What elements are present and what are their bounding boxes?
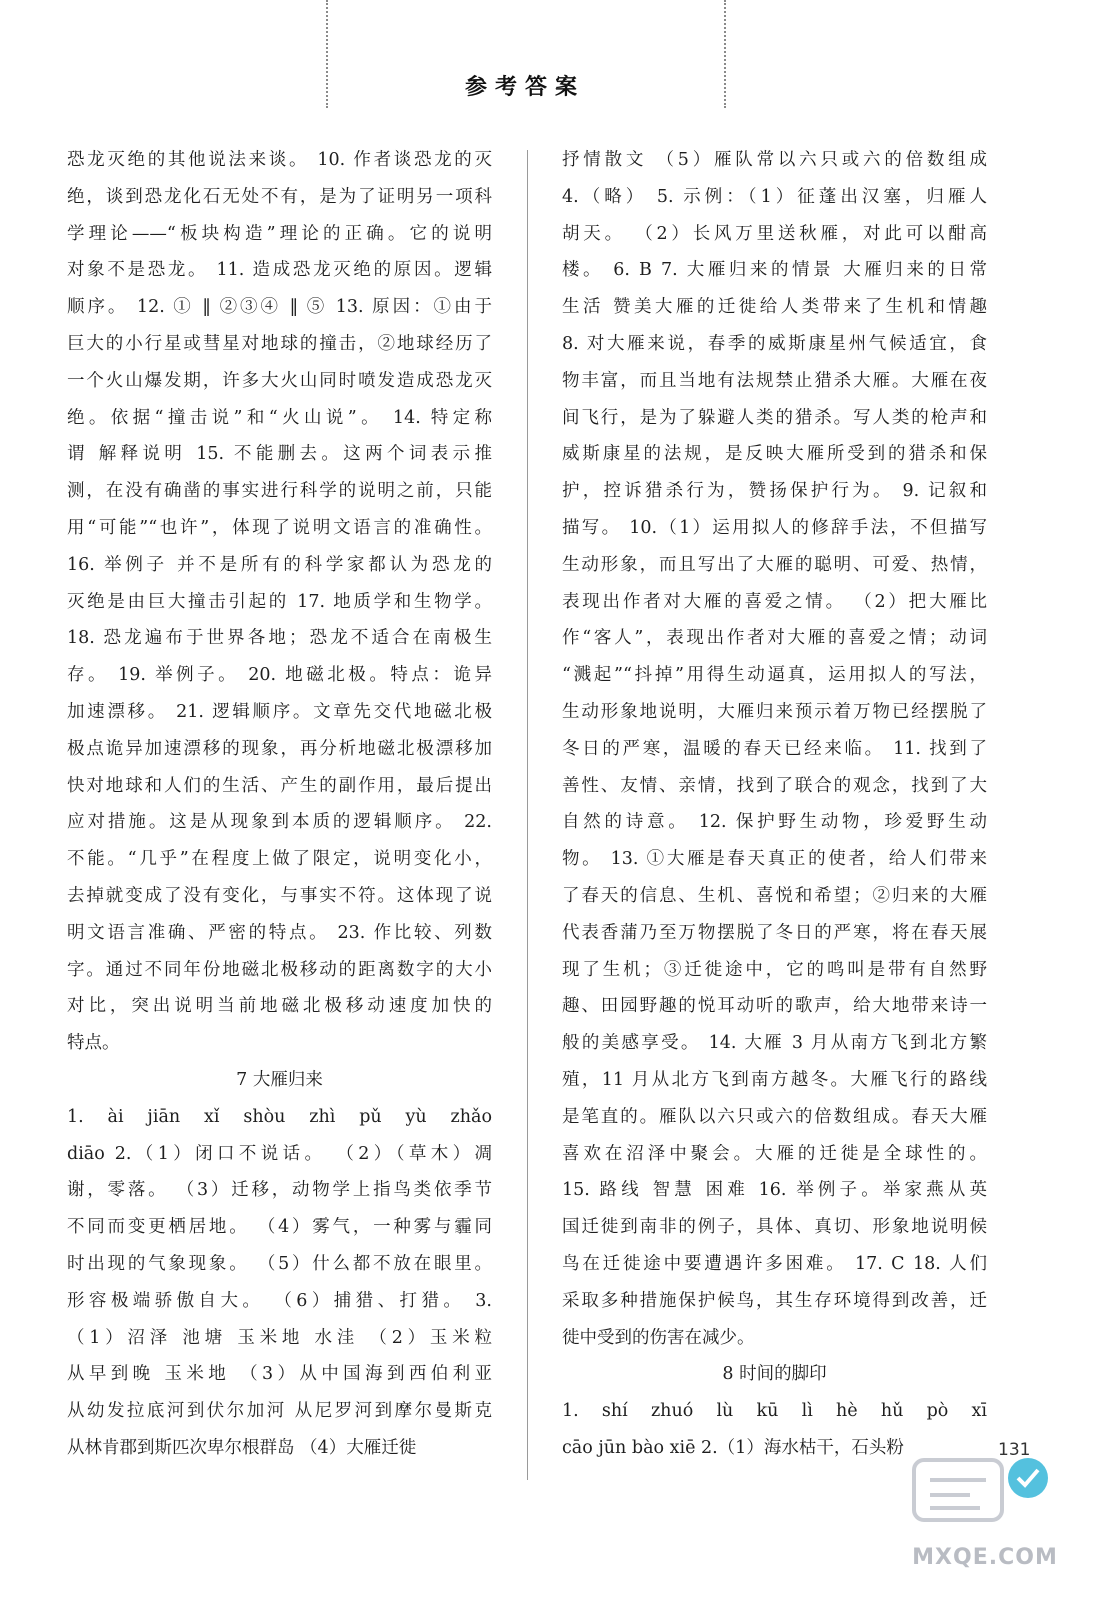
text-line: 是笔直的。雁队以六只或六的倍数组成。春天大雁 [562,1106,987,1127]
text-line: 绝。依据“撞击说”和“火山说”。 14. 特定称 [67,407,492,428]
text-line: 8. 对大雁来说，春季的威斯康星州气候适宜，食 [562,333,987,354]
text-line: （1）沼泽 池塘 玉米地 水洼 （2）玉米粒 [67,1327,492,1348]
text-line: 明文语言准确、严密的特点。 23. 作比较、列数 [67,922,492,943]
left-column [67,142,492,1467]
text-line: 绝，谈到恐龙化石无处不有，是为了证明另一项科 [67,186,492,207]
text-line: 恐龙灭绝的其他说法来谈。 10. 作者谈恐龙的灭 [67,150,492,170]
text-line: 趣、田园野趣的悦耳动听的歌声，给大地带来诗一 [562,996,987,1017]
text-line: 15. 路线 智慧 困难 16. 举例子。举家燕从英 [562,1180,987,1201]
text-line: 对比，突出说明当前地磁北极移动速度加快的 [67,996,492,1017]
text-line: 特点。 [67,1033,120,1054]
text-line: 对象不是恐龙。 11. 造成恐龙灭绝的原因。逻辑 [67,260,492,281]
text-line: 顺序。 12. ① ‖ ②③④ ‖ ⑤ 13. 原因：①由于 [67,297,492,318]
text-line: 表现出作者对大雁的喜爱之情。 （2）把大雁比 [562,591,987,612]
right-column [562,142,987,1467]
text-line: 1. ài jiān xǐ shòu zhì pǔ yù zhǎo [67,1106,492,1127]
text-line: 采取多种措施保护候鸟，其生存环境得到改善，迁 [562,1290,987,1311]
text-line: 7 大雁归来 [236,1069,323,1090]
text-line: 描写。 10.（1）运用拟人的修辞手法，不但描写 [562,517,987,538]
text-line: diāo 2.（1）闭口不说话。 （2）（草木）凋 [67,1143,492,1164]
text-line: “溅起”“抖掉”用得生动逼真，运用拟人的写法， [562,665,987,686]
text-line: 现了生机；③迁徙途中，它的鸣叫是带有自然野 [562,959,987,980]
text-line: 应对措施。这是从现象到本质的逻辑顺序。 22. [67,812,492,833]
text-line: 加速漂移。 21. 逻辑顺序。文章先交代地磁北极 [67,701,492,722]
text-line: 8 时间的脚印 [722,1364,827,1385]
text-line: 徙中受到的伤害在减少。 [562,1327,755,1348]
text-line: 鸟在迁徙途中要遭遇许多困难。 17. C 18. 人们 [562,1253,987,1274]
text-line: 殖，11 月从北方飞到南方越冬。大雁飞行的路线 [562,1069,987,1090]
text-line: 谢，零落。 （3）迁移，动物学上指鸟类依季节 [67,1180,492,1201]
text-line: 去掉就变成了没有变化，与事实不符。这体现了说 [67,885,492,906]
text-line: 18. 恐龙遍布于世界各地；恐龙不适合在南极生 [67,628,492,649]
text-line: 1. shí zhuó lù kū lì hè hǔ pò xī [562,1401,987,1422]
text-line: 代表香蒲乃至万物摆脱了冬日的严寒，将在春天展 [562,922,987,943]
text-line: 形容极端骄傲自大。 （6）捕猎、打猎。 3. [67,1290,492,1311]
text-line: 存。 19. 举例子。 20. 地磁北极。特点：诡异 [67,665,492,686]
text-line: 一个火山爆发期，许多大火山同时喷发造成恐龙灭 [67,370,492,391]
text-line: 国迁徙到南非的例子，具体、真切、形象地说明候 [562,1217,987,1238]
text-line: 字。通过不同年份地磁北极移动的距离数字的大小 [67,959,492,980]
text-line: 16. 举例子 并不是所有的科学家都认为恐龙的 [67,554,492,575]
text-line: 生动形象，而且写出了大雁的聪明、可爱、热情， [562,554,987,575]
text-line: 4.（略） 5. 示例：（1）征蓬出汉塞，归雁人 [562,186,987,207]
text-line: 生活 赞美大雁的迁徙给人类带来了生机和情趣 [562,297,987,318]
text-line: 护，控诉猎杀行为，赞扬保护行为。 9. 记叙和 [562,481,987,502]
text-line: 谓 解释说明 15. 不能删去。这两个词表示推 [67,444,492,465]
text-line: 不能。“几乎”在程度上做了限定，说明变化小， [67,849,492,870]
text-line: 测，在没有确凿的事实进行科学的说明之前，只能 [67,481,492,502]
text-line: 冬日的严寒，温暖的春天已经来临。 11. 找到了 [562,738,987,759]
text-line: 时出现的气象现象。 （5）什么都不放在眼里。 [67,1253,492,1274]
text-line: 楼。 6. B 7. 大雁归来的情景 大雁归来的日常 [562,260,987,281]
text-line: 了春天的信息、生机、喜悦和希望；②归来的大雁 [562,885,987,906]
text-line: 物。 13. ①大雁是春天真正的使者，给人们带来 [562,849,987,870]
text-line: 善性、友情、亲情，找到了联合的观念，找到了大 [562,775,987,796]
page-number: 131 [998,1440,1031,1460]
watermark-logo-icon [900,1440,1070,1550]
text-line: 快对地球和人们的生活、产生的副作用，最后提出 [67,775,492,796]
text-line: 物丰富，而且当地有法规禁止猎杀大雁。大雁在夜 [562,370,987,391]
text-line: 间飞行，是为了躲避人类的猎杀。写人类的枪声和 [562,407,987,428]
page-title: 参考答案 [464,75,585,100]
text-line: 抒情散文 （5）雁队常以六只或六的倍数组成 [562,150,987,170]
text-line: 般的美感享受。 14. 大雁 3 月从南方飞到北方繁 [562,1033,987,1054]
text-line: 学理论——“板块构造”理论的正确。它的说明 [67,223,492,244]
column-divider [527,150,528,1480]
watermark-text: MXQE.COM [912,1545,1058,1570]
text-line: 作“客人”，表现出作者对大雁的喜爱之情；动词 [562,628,987,649]
text-line: 巨大的小行星或彗星对地球的撞击，②地球经历了 [67,333,492,354]
watermark [900,1440,1070,1580]
text-line: 自然的诗意。 12. 保护野生动物，珍爱野生动 [562,812,987,833]
text-line: 从林肯郡到斯匹次卑尔根群岛 （4）大雁迁徙 [67,1437,417,1458]
text-line: 极点诡异加速漂移的现象，再分析地磁北极漂移加 [67,738,492,759]
header-right-dotted-line [724,0,726,108]
text-line: 喜欢在沼泽中聚会。大雁的迁徙是全球性的。 [562,1143,987,1164]
text-line: 不同而变更栖居地。 （4）雾气，一种雾与霾同 [67,1217,492,1238]
text-line: 灭绝是由巨大撞击引起的 17. 地质学和生物学。 [67,591,492,612]
text-line: cāo jūn bào xiē 2.（1）海水枯干，石头粉 [562,1437,904,1458]
text-line: 从幼发拉底河到伏尔加河 从尼罗河到摩尔曼斯克 [67,1401,492,1422]
text-line: 从早到晚 玉米地 （3）从中国海到西伯利亚 [67,1364,492,1385]
text-line: 胡天。 （2）长风万里送秋雁，对此可以酣高 [562,223,987,244]
text-line: 生动形象地说明，大雁归来预示着万物已经摆脱了 [562,701,987,722]
text-line: 威斯康星的法规，是反映大雁所受到的猎杀和保 [562,444,987,465]
text-line: 用“可能”“也许”，体现了说明文语言的准确性。 [67,517,492,538]
